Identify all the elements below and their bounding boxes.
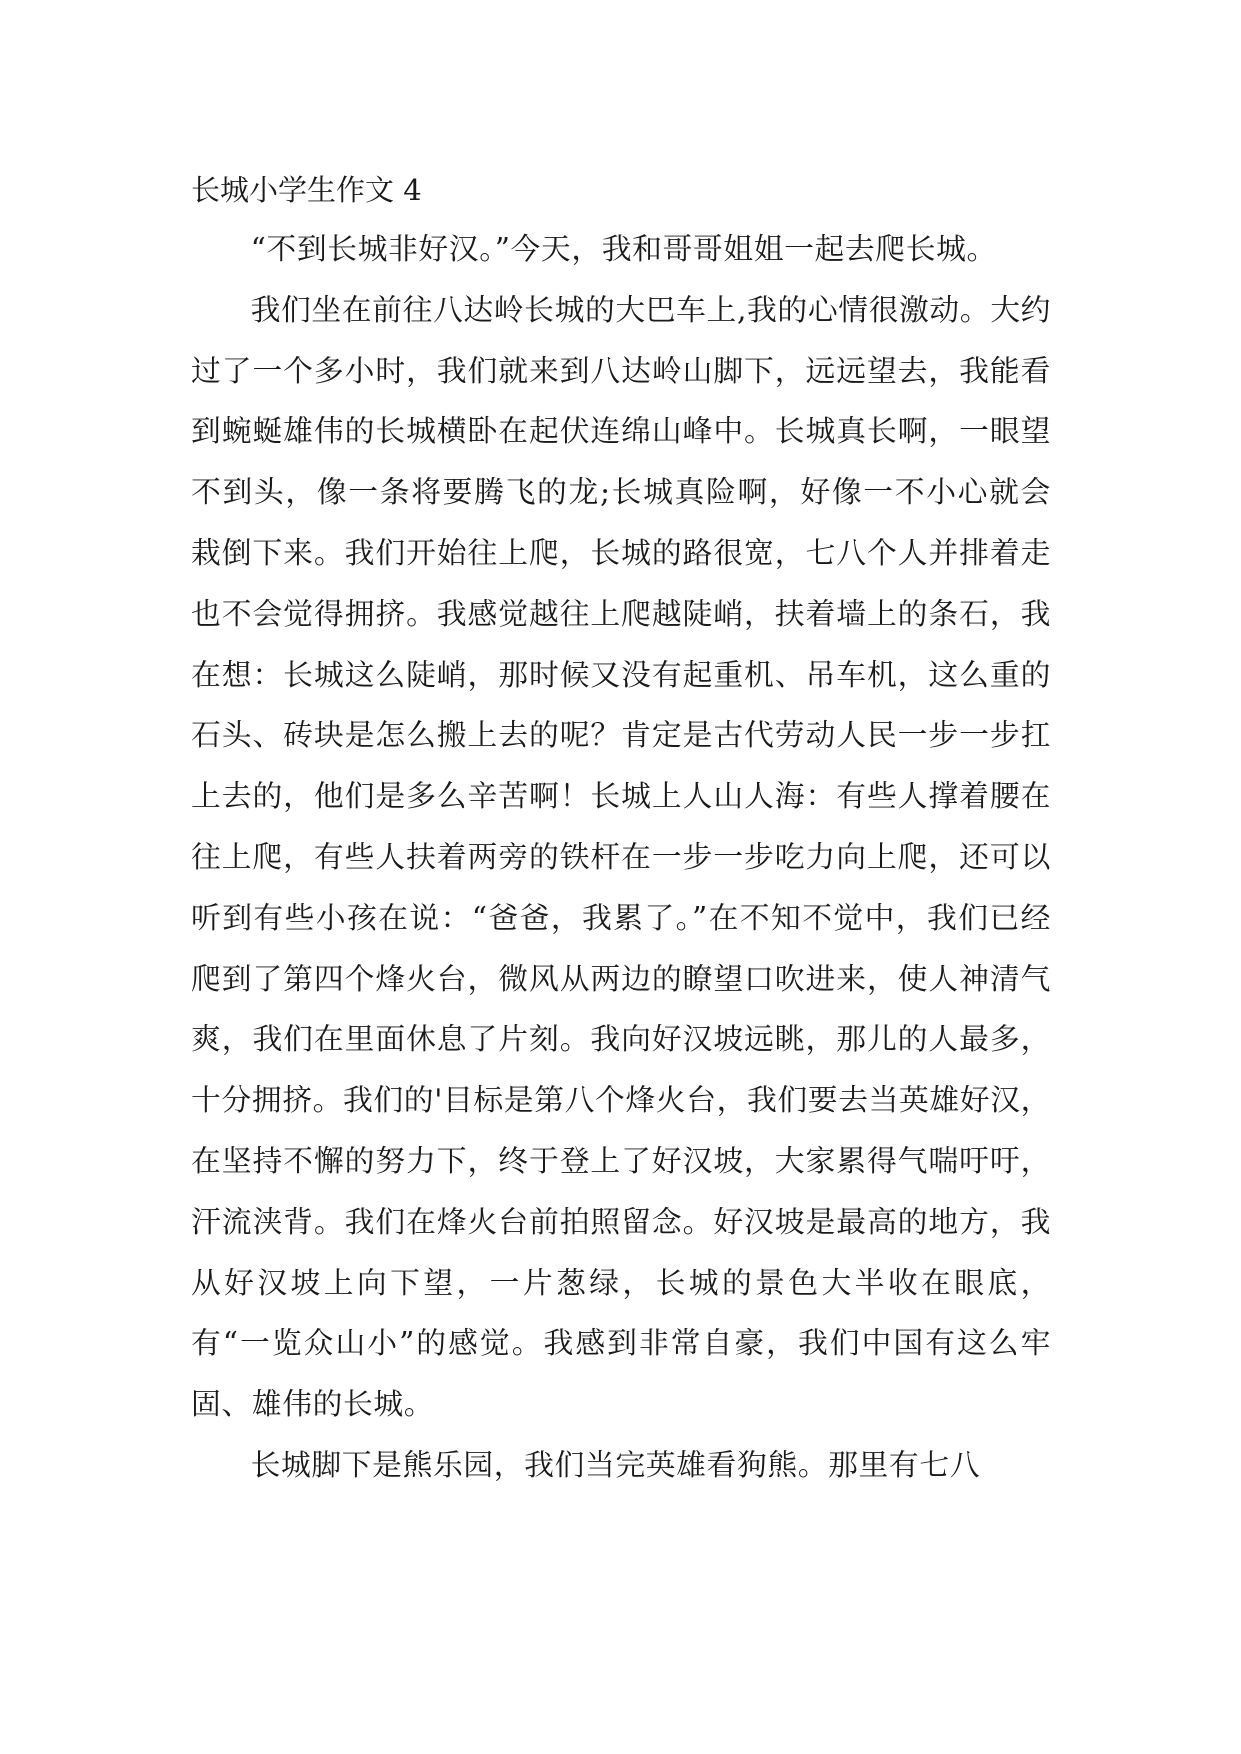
document-title: 长城小学生作文 4 [191, 173, 422, 207]
document-body [191, 160, 1051, 1497]
paragraph-2: 我们坐在前往八达岭长城的大巴车上,我的心情很激动。大约过了一个多小时，我们就来到八达岭山脚下，远远望去，我能看到蜿蜒雄伟的长城横卧在起伏连绵山峰中。长城真长啊，一眼望不到头，像一条将要腾飞的龙;长城真险啊，好像一不小心就会栽倒下来。我们开始往上爬，长城的路很宽，七八个人并排着走也不会觉得拥挤。我感觉越往上爬越陡峭，扶着墙上的条石，我在想：长城这么陡峭，那时候又没有起重机、吊车机，这么重的石头、砖块是怎么搬上去的呢？肯定是古代劳动人民一步一步扛上去的，他们是多么辛苦啊！长城上人山人海：有些人撑着腰在往上爬，有些人扶着两旁的铁杆在一步一步吃力向上爬，还可以听到有些小孩在说：“爸爸，我累了。”在不知不觉中，我们已经爬到了第四个烽火台，微风从两边的瞭望口吹进来，使人神清气爽，我们在里面休息了片刻。我向好汉坡远眺，那儿的人最多，十分拥挤。我们的'目标是第八个烽火台，我们要去当英雄好汉，在坚持不懈的努力下，终于登上了好汉坡，大家累得气喘吁吁，汗流浃背。我们在烽火台前拍照留念。好汉坡是最高的地方，我从好汉坡上向下望，一片葱绿，长城的景色大半收在眼底，有“一览众山小”的感觉。我感到非常自豪，我们中国有这么牢固、雄伟的长城。 [191, 292, 1051, 1423]
paragraph-1: “不到长城非好汉。”今天，我和哥哥姐姐一起去爬长城。 [250, 232, 997, 267]
paragraph-3: 长城脚下是熊乐园，我们当完英雄看狗熊。那里有七八 [250, 1447, 981, 1483]
